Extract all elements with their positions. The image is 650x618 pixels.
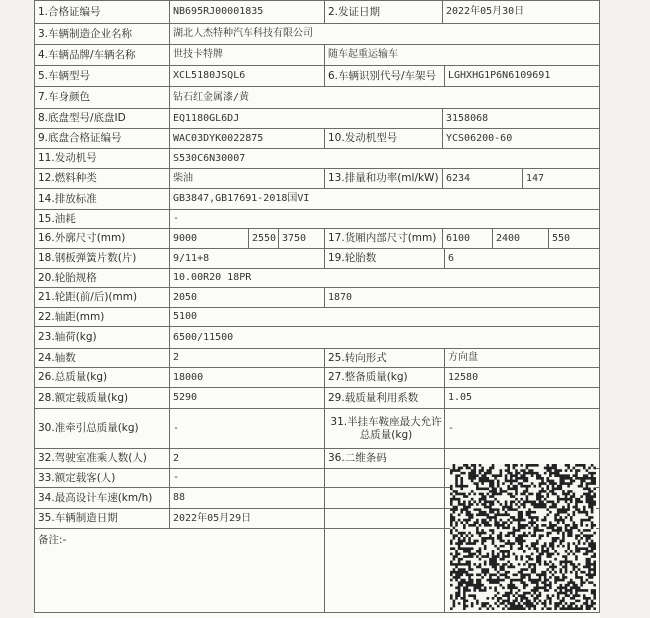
field-label: 24.轴数 bbox=[34, 349, 169, 368]
field-value: XCL5180JSQL6 bbox=[169, 66, 324, 87]
field-value: 3158068 bbox=[442, 109, 600, 129]
table-row bbox=[34, 23, 600, 45]
field-value: 12580 bbox=[444, 368, 600, 388]
field-value: 6 bbox=[444, 249, 600, 269]
field-value: 2 bbox=[169, 349, 324, 368]
field-value: 147 bbox=[522, 169, 600, 189]
field-value: 湖北人杰特种汽车科技有限公司 bbox=[169, 24, 600, 45]
field-value: 6234 bbox=[442, 169, 522, 189]
field-label: 18.钢板弹簧片数(片) bbox=[34, 249, 169, 269]
table-row bbox=[34, 248, 600, 269]
field-label: 8.底盘型号/底盘ID bbox=[34, 109, 169, 129]
field-value: 2 bbox=[169, 449, 324, 469]
field-value: 18000 bbox=[169, 368, 324, 388]
field-value: S530C6N30007 bbox=[169, 149, 600, 169]
field-label: 35.车辆制造日期 bbox=[34, 509, 169, 529]
qr-code-label-area bbox=[324, 448, 444, 612]
field-value: 2550 bbox=[248, 229, 278, 249]
table-row bbox=[34, 128, 600, 149]
field-label: 9.底盘合格证编号 bbox=[34, 129, 169, 149]
field-label: 30.准牵引总质量(kg) bbox=[34, 409, 169, 449]
field-label: 12.燃料种类 bbox=[34, 169, 169, 189]
table-row bbox=[34, 408, 600, 449]
field-value: 1.05 bbox=[444, 388, 600, 409]
field-label: 13.排量和功率(ml/kW) bbox=[324, 169, 442, 189]
field-value: 2050 bbox=[169, 288, 324, 308]
field-label: 4.车辆品牌/车辆名称 bbox=[34, 45, 169, 66]
field-value: GB3847,GB17691-2018国VI bbox=[169, 189, 600, 210]
field-value: 3750 bbox=[278, 229, 324, 249]
table-row bbox=[34, 326, 600, 349]
table-row bbox=[34, 228, 600, 249]
field-value: 2400 bbox=[492, 229, 548, 249]
field-label: 28.额定载质量(kg) bbox=[34, 388, 169, 409]
field-label: 6.车辆识别代号/车架号 bbox=[324, 66, 444, 87]
field-value: 5100 bbox=[169, 308, 600, 327]
table-row bbox=[34, 148, 600, 169]
field-label: 25.转向形式 bbox=[324, 349, 444, 368]
table-row bbox=[34, 108, 600, 129]
field-label: 2.发证日期 bbox=[324, 1, 442, 24]
field-value: 柴油 bbox=[169, 169, 324, 189]
field-label: 20.轮胎规格 bbox=[34, 269, 169, 288]
field-label: 26.总质量(kg) bbox=[34, 368, 169, 388]
field-label: 17.货厢内部尺寸(mm) bbox=[324, 229, 442, 249]
table-row bbox=[34, 268, 600, 288]
field-value: LGHXHG1P6N6109691 bbox=[444, 66, 600, 87]
field-label: 19.轮胎数 bbox=[324, 249, 444, 269]
field-value: 1870 bbox=[324, 288, 600, 308]
field-value: - bbox=[169, 210, 600, 229]
field-value: 9/11+8 bbox=[169, 249, 324, 269]
table-row bbox=[34, 168, 600, 189]
field-label: 7.车身颜色 bbox=[34, 87, 169, 109]
field-label: 3.车辆制造企业名称 bbox=[34, 24, 169, 45]
field-value: 钻石红金属漆/黄 bbox=[169, 87, 600, 109]
field-label: 10.发动机型号 bbox=[324, 129, 442, 149]
field-value: 方向盘 bbox=[444, 349, 600, 368]
field-label: 27.整备质量(kg) bbox=[324, 368, 444, 388]
table-row bbox=[34, 367, 600, 388]
table-row bbox=[34, 209, 600, 229]
table-row bbox=[34, 188, 600, 210]
table-row bbox=[34, 307, 600, 327]
field-label: 23.轴荷(kg) bbox=[34, 327, 169, 349]
field-label: 15.油耗 bbox=[34, 210, 169, 229]
field-label: 36.二维条码 bbox=[324, 449, 442, 469]
table-row bbox=[34, 65, 600, 87]
field-label: 21.轮距(前/后)(mm) bbox=[34, 288, 169, 308]
table-row bbox=[34, 0, 600, 24]
field-value: - bbox=[169, 469, 324, 488]
field-label: 5.车辆型号 bbox=[34, 66, 169, 87]
field-value: 6500/11500 bbox=[169, 327, 600, 349]
field-label: 1.合格证编号 bbox=[34, 1, 169, 24]
field-label: 22.轴距(mm) bbox=[34, 308, 169, 327]
field-value: EQ1180GL6DJ bbox=[169, 109, 442, 129]
field-label: 33.额定载客(人) bbox=[34, 469, 169, 488]
field-value: 5290 bbox=[169, 388, 324, 409]
field-label: 11.发动机号 bbox=[34, 149, 169, 169]
field-value: 9000 bbox=[169, 229, 248, 249]
table-row bbox=[34, 387, 600, 409]
field-value: 2022年05月30日 bbox=[442, 1, 600, 24]
table-row bbox=[34, 44, 600, 66]
field-label: 16.外廓尺寸(mm) bbox=[34, 229, 169, 249]
field-label: 34.最高设计车速(km/h) bbox=[34, 488, 169, 509]
field-value: - bbox=[444, 409, 600, 449]
field-value: WAC03DYK0022875 bbox=[169, 129, 324, 149]
field-label: 32.驾驶室准乘人数(人) bbox=[34, 449, 169, 469]
field-label: 31.半挂车鞍座最大允许总质量(kg) bbox=[324, 409, 444, 449]
field-label: 备注:- bbox=[34, 529, 324, 613]
field-value: 550 bbox=[548, 229, 600, 249]
field-value: NB695RJ00001835 bbox=[169, 1, 324, 24]
field-value: 世技卡特牌 bbox=[169, 45, 324, 66]
field-value: 2022年05月29日 bbox=[169, 509, 324, 529]
table-row bbox=[34, 86, 600, 109]
field-value: 6100 bbox=[442, 229, 492, 249]
field-label: 29.载质量利用系数 bbox=[324, 388, 444, 409]
field-value: 10.00R20 18PR bbox=[169, 269, 600, 288]
field-label: 14.排放标准 bbox=[34, 189, 169, 210]
table-row bbox=[34, 287, 600, 308]
field-value: 88 bbox=[169, 488, 324, 509]
field-value: YCS06200-60 bbox=[442, 129, 600, 149]
qr-code bbox=[450, 464, 596, 610]
certificate-document bbox=[34, 0, 600, 618]
field-value: - bbox=[169, 409, 324, 449]
table-row bbox=[34, 348, 600, 368]
field-value: 随车起重运输车 bbox=[324, 45, 600, 66]
